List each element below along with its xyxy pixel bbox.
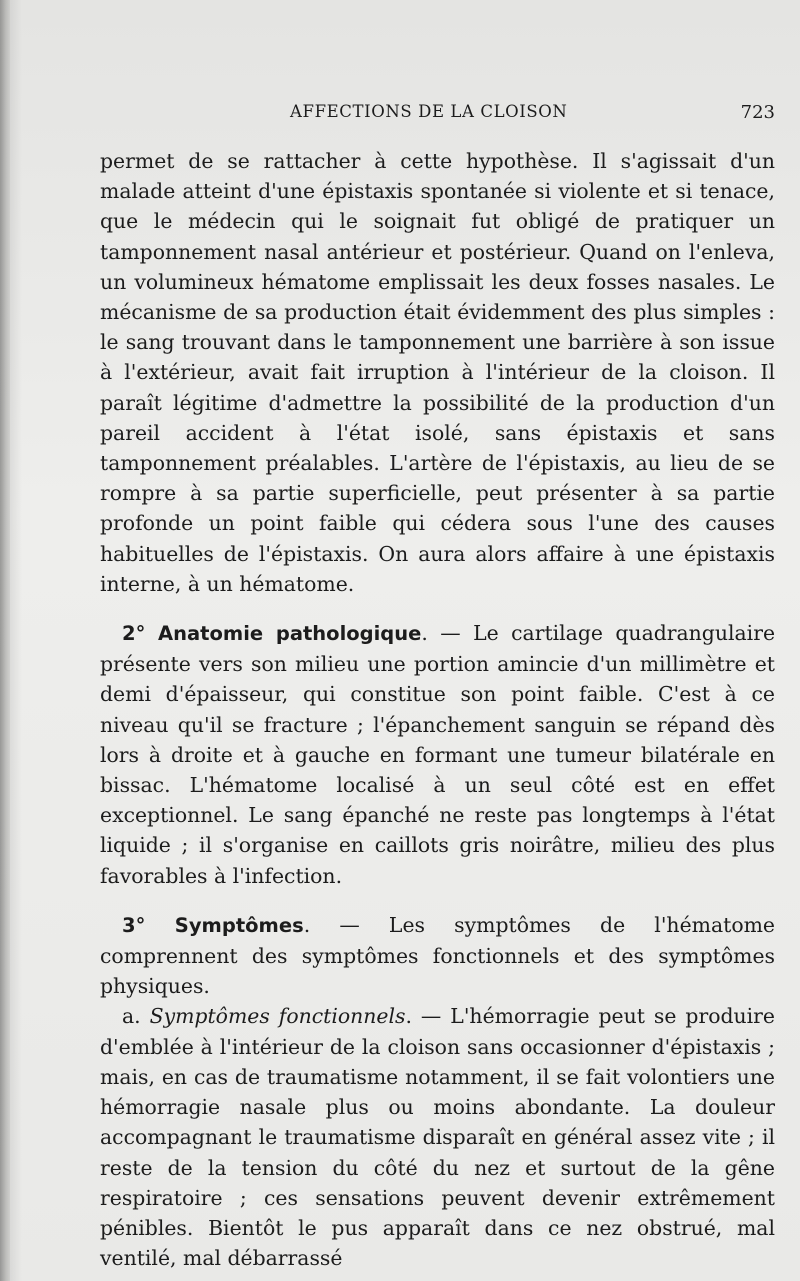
page-binding-edge (0, 0, 10, 1281)
running-head (100, 102, 775, 130)
section-body-symptomes: . — Les symptômes de l'hématome comprennent des symptômes fonctionnels et des symptômes physiques. (100, 912, 775, 999)
section-anatomie (100, 618, 775, 891)
section-heading-anatomie: 2° Anatomie pathologique (122, 622, 422, 646)
subsection-label: a. (122, 1004, 150, 1029)
subsection-body-fonctionnels: . — L'hémorragie peut se produire d'emblée à l'intérieur de la cloison sans occasionner d'épistaxis ; mais, en cas de traumatisme notamment, il se fait volontiers une hémorragie nasale plus ou moins abondante. La douleur accompagnant le traumatisme disparaît en général assez vite ; il reste de la tension du côté du nez et surtout de la gêne respiratoire ; ces sensations peuvent devenir extrêmement pénibles. Bientôt le pus apparaît dans ce nez obstrué, mal ventilé, mal débarrassé (100, 1004, 776, 1271)
page-number: 723 (740, 102, 775, 123)
section-body-anatomie: . — Le cartilage quadrangulaire présente vers son milieu une portion amincie d'un millimètre et demi d'épaisseur, qui constitue son point faible. C'est à ce niveau qu'il se fracture ; l'épanchement sanguin se répand dès lors à droite et à gauche en formant une tumeur bilatérale en bissac. L'hématome localisé à un seul côté est en effet exceptionnel. Le sang épanché ne reste pas longtemps à l'état liquide ; il s'organise en caillots gris noirâtre, milieu des plus favorables à l'infection. (100, 621, 776, 888)
section-symptomes (100, 910, 775, 1002)
subsection-fonctionnels (100, 1001, 775, 1273)
paragraph-continuation: permet de se rattacher à cette hypothèse. Il s'agissait d'un malade atteint d'une épistaxis spontanée si violente et si tenace, que le médecin qui le soignait fut obligé de pratiquer un tamponnement nasal antérieur et postérieur. Quand on l'enleva, un volumineux hématome emplissait les deux fosses nasales. Le mécanisme de sa production était évidemment des plus simples : le sang trouvant dans le tamponnement une barrière à son issue à l'extérieur, avait fait irruption à l'intérieur de la cloison. Il paraît légitime d'admettre la possibilité de la production d'un pareil accident à l'état isolé, sans épistaxis et sans tamponnement préalables. L'artère de l'épistaxis, au lieu de se rompre à sa partie superficielle, peut présenter à sa partie profonde un point faible qui cédera sous l'une des causes habituelles de l'épistaxis. On aura alors affaire à une épistaxis interne, à un hématome. (100, 149, 775, 596)
body-text (100, 146, 775, 1273)
running-title: AFFECTIONS DE LA CLOISON (290, 102, 568, 121)
section-heading-symptomes: 3° Symptômes (122, 913, 304, 937)
subsection-heading-fonctionnels: Symptômes fonctionnels (149, 1004, 406, 1029)
